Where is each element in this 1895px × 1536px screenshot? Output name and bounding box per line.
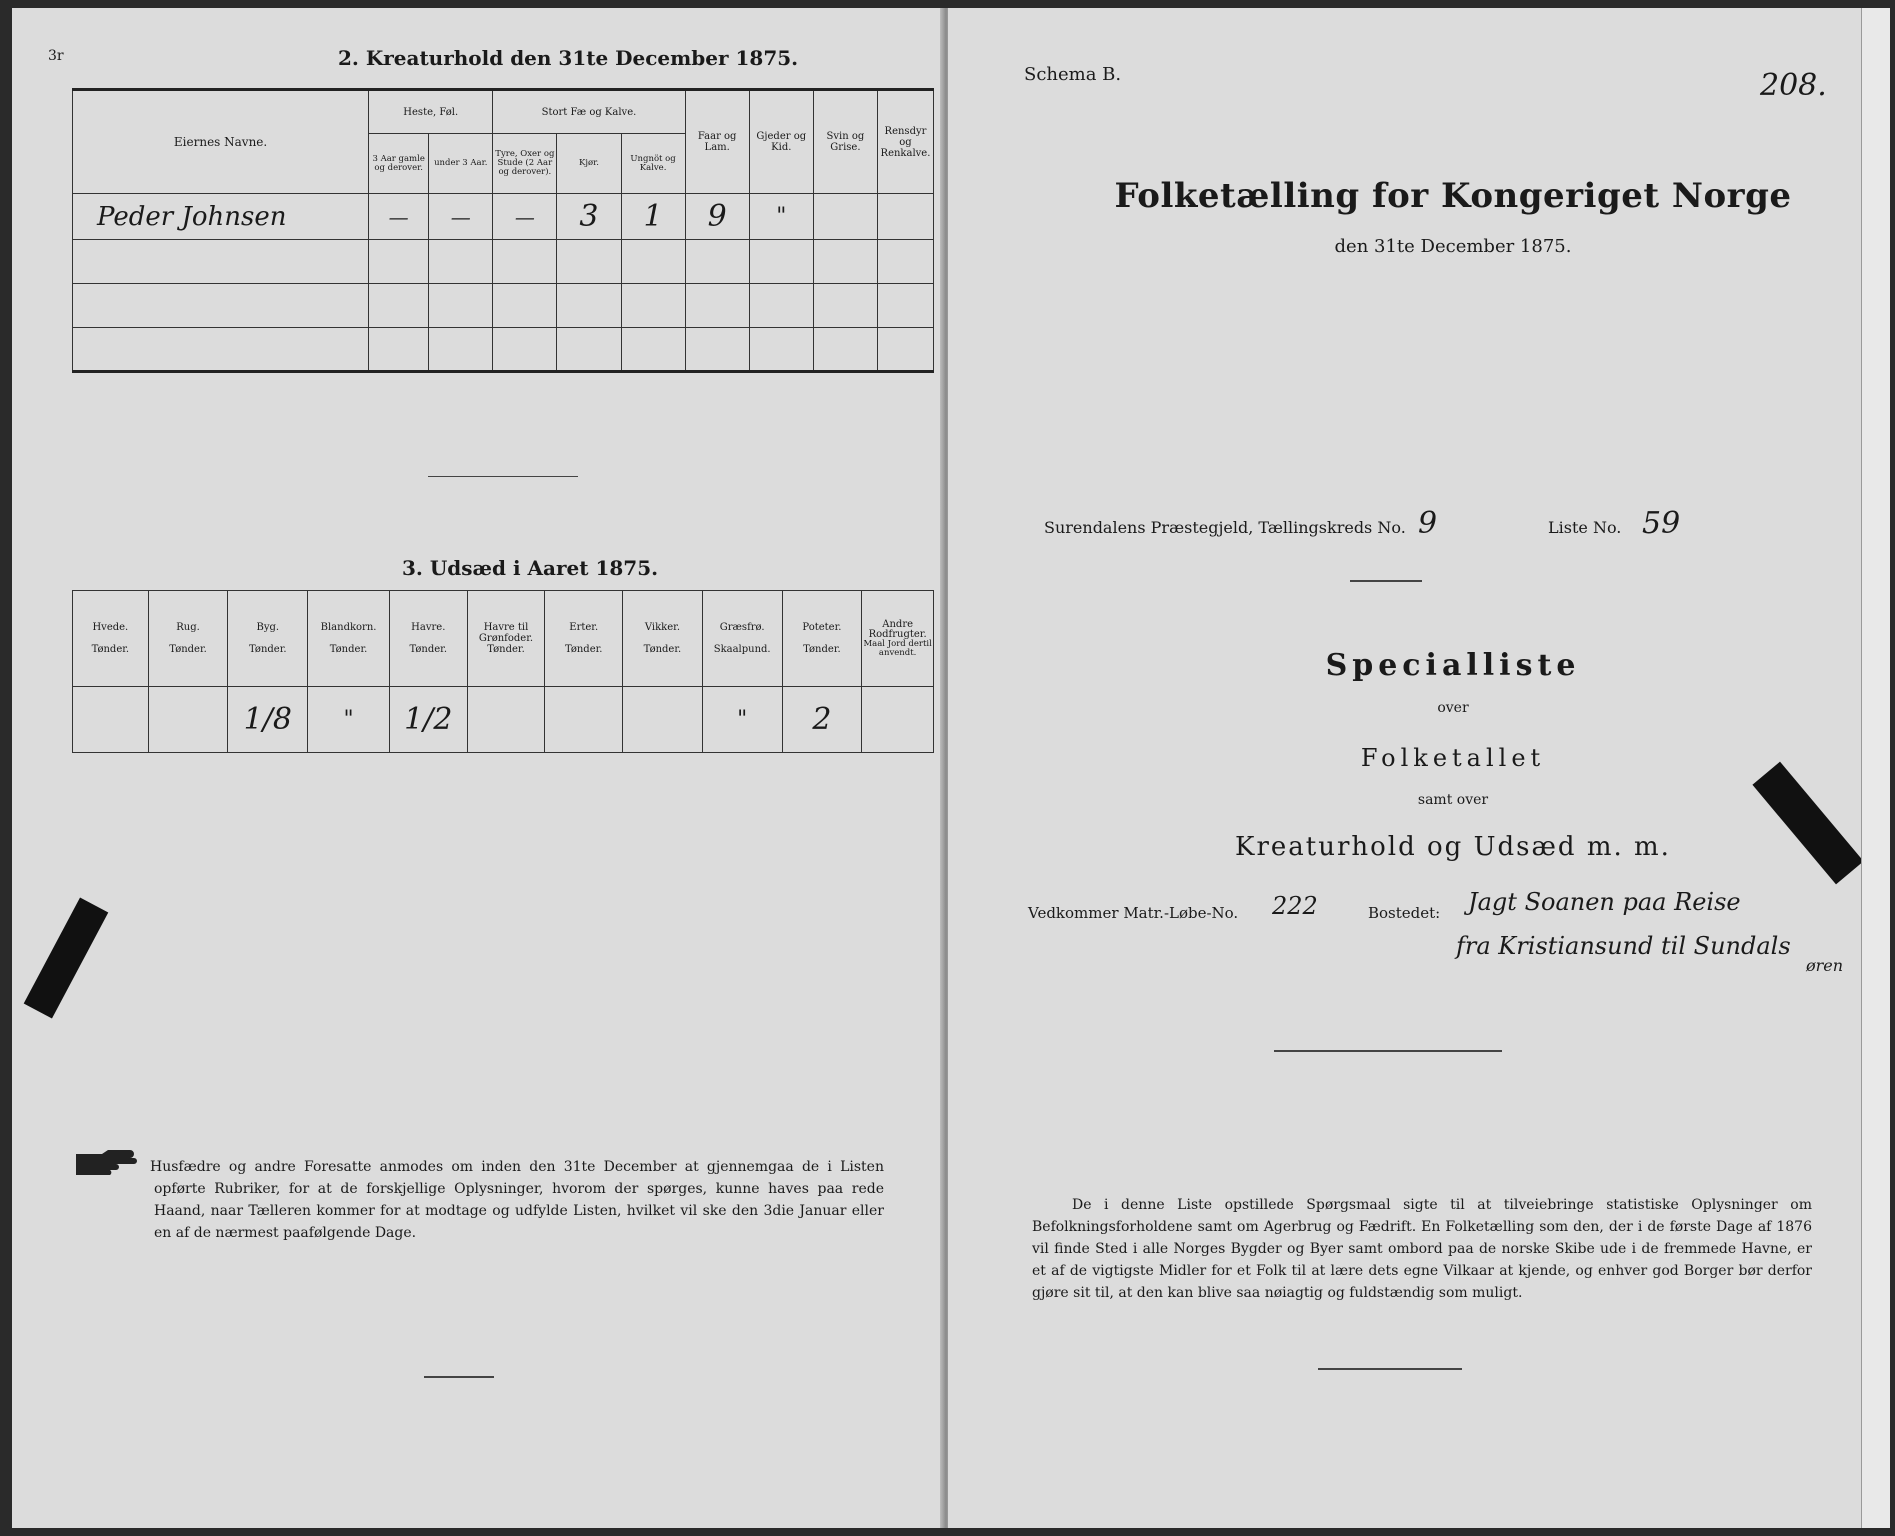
cell-graesfro: " [702, 687, 782, 753]
cell-blandkorn: " [308, 687, 390, 753]
cell-rensdyr [877, 194, 933, 240]
header-vikker: Vikker. Tønder. [623, 591, 703, 687]
header-andre-rodfrugter: Andre Rodfrugter. Maal Jord dertil anvendt. [862, 591, 934, 687]
cell-heste-a: — [369, 194, 429, 240]
cell-kjor: 3 [557, 194, 621, 240]
cell-andre [862, 687, 934, 753]
header-faar: Faar og Lam. [685, 90, 749, 194]
livestock-table [72, 88, 934, 374]
header-graesfro: Græsfrø. Skaalpund. [702, 591, 782, 687]
header-owners: Eiernes Navne. [73, 90, 369, 194]
corner-mark: 3r [48, 48, 64, 64]
notice-text: Husfædre og andre Foresatte anmodes om inden den 31te December at gjennemgaa de i Listen opførte Rubriker, for at de forskjellige Oplysninger, hvorom der spørges, kunne haves paa rede Haand, naar Tælleren kommer for at modtage og udfylde Listen, hvilket vil ske den 3die Januar eller en af de nærmest paafølgende Dage. [150, 1159, 884, 1241]
specialliste-title: Specialliste [1325, 648, 1581, 683]
district-number: 9 [1418, 506, 1438, 541]
footer-text: De i denne Liste opstillede Spørgsmaal sigte til at tilveiebringe statistiske Oplysninger om Befolkningsforholdene samt om Agerbrug og Fædrift. En Folketælling som den, der i de første Dage af 1876 vil finde Sted i alle Norges Bygder og Byer samt ombord paa de norske Skibe ude i de fremmede Havne, er et af de vigtigste Midler for et Folk til at lære dets egne Vilkaar at kjende, og enhver god Borger bør derfor gjøre sit til, at den kan blive saa nøiagtig og fuldstændig som muligt. [1032, 1197, 1812, 1301]
cell-havre: 1/2 [389, 687, 467, 753]
cell-gjeder: " [749, 194, 813, 240]
header-gjeder: Gjeder og Kid. [749, 90, 813, 194]
cell-vikker [623, 687, 703, 753]
cell-ungnot: 1 [621, 194, 685, 240]
bookmark-tab [24, 898, 109, 1019]
header-hvede: Hvede. Tønder. [73, 591, 149, 687]
cell-heste-b: — [429, 194, 493, 240]
cell-faar: 9 [685, 194, 749, 240]
liste-number: 59 [1642, 506, 1681, 541]
liste-label: Liste No. [1548, 518, 1622, 537]
cell-poteter: 2 [782, 687, 862, 753]
header-heste-b: under 3 Aar. [429, 134, 493, 194]
samt-over-label: samt over [1417, 792, 1489, 808]
book-spread [12, 8, 1890, 1528]
page-edge [1861, 8, 1890, 1528]
bookmark-tab-right [1752, 762, 1863, 885]
cell-svin [813, 194, 877, 240]
matr-label: Vedkommer Matr.-Løbe-No. [1028, 904, 1239, 922]
bostedet-line-2: fra Kristiansund til Sundals [1456, 932, 1791, 960]
cell-rug [148, 687, 228, 753]
header-heste: Heste, Føl. [369, 90, 493, 134]
census-date: den 31te December 1875. [1334, 236, 1572, 257]
header-havre-gronfoder: Havre til Grønfoder. Tønder. [467, 591, 545, 687]
page-number: 208. [1760, 68, 1827, 103]
kreaturhold-label: Kreaturhold og Udsæd m. m. [1235, 832, 1671, 862]
header-blandkorn: Blandkorn. Tønder. [308, 591, 390, 687]
owner-name: Peder Johnsen [73, 194, 369, 240]
schema-label: Schema B. [1024, 64, 1122, 85]
header-erter: Erter. Tønder. [545, 591, 623, 687]
header-svin: Svin og Grise. [813, 90, 877, 194]
header-kjor: Kjør. [557, 134, 621, 194]
separator-rule [428, 476, 578, 477]
rule-2 [1274, 1050, 1502, 1052]
cell-havre-gronfoder [467, 687, 545, 753]
left-page [12, 8, 944, 1528]
section-2-title: 2. Kreaturhold den 31te December 1875. [338, 46, 799, 70]
pointing-hand-icon [74, 1146, 144, 1176]
seed-table [72, 590, 934, 753]
cell-hvede [73, 687, 149, 753]
header-stort-a: Tyre, Oxer og Stude (2 Aar og derover). [493, 134, 557, 194]
bostedet-line-1: Jagt Soanen paa Reise [1468, 888, 1741, 916]
header-havre: Havre. Tønder. [389, 591, 467, 687]
header-ungnot: Ungnöt og Kalve. [621, 134, 685, 194]
rule-3 [1318, 1368, 1462, 1370]
cell-erter [545, 687, 623, 753]
section-3-title: 3. Udsæd i Aaret 1875. [402, 556, 659, 580]
matr-number: 222 [1272, 892, 1318, 920]
header-rug: Rug. Tønder. [148, 591, 228, 687]
rule-1 [1350, 580, 1422, 582]
header-byg: Byg. Tønder. [228, 591, 308, 687]
bottom-rule [424, 1376, 494, 1378]
district-label: Surendalens Præstegjeld, Tællingskreds No. [1044, 518, 1406, 537]
header-stort-fae: Stort Fæ og Kalve. [493, 90, 685, 134]
cell-byg: 1/8 [228, 687, 308, 753]
right-page [948, 8, 1890, 1528]
table-row [73, 194, 934, 240]
bostedet-label: Bostedet: [1368, 904, 1441, 922]
over-label: over [1437, 700, 1469, 716]
table-row [73, 687, 934, 753]
folketallet-label: Folketallet [1360, 744, 1546, 772]
main-title: Folketælling for Kongeriget Norge [1114, 176, 1792, 216]
header-rensdyr: Rensdyr og Renkalve. [877, 90, 933, 194]
bostedet-line-3: øren [1806, 956, 1844, 975]
cell-stort-a: — [493, 194, 557, 240]
header-poteter: Poteter. Tønder. [782, 591, 862, 687]
header-heste-a: 3 Aar gamle og derover. [369, 134, 429, 194]
